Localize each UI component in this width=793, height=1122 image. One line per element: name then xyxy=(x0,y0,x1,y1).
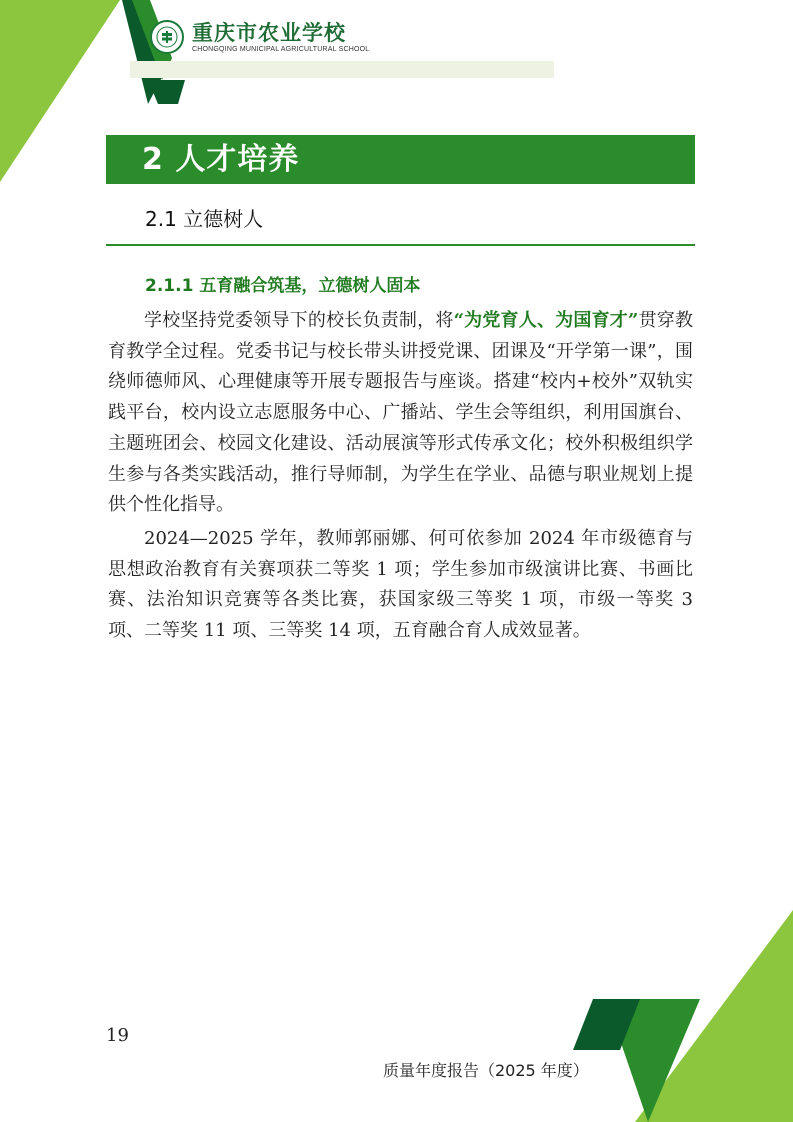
section-divider xyxy=(106,244,695,246)
school-logo xyxy=(150,20,369,54)
chapter-title: 2 人才培养 xyxy=(106,135,695,184)
paragraph-2: 2024—2025 学年，教师郭丽娜、何可依参加 2024 年市级德育与思想政治教育有关赛项获二等奖 1 项；学生参加市级演讲比赛、书画比赛、法治知识竞赛等各类比赛，获国家级三等奖 1 项，市级一等奖 3 项、二等奖 11 项、三等奖 14 项，五育融合育人成效显著。 xyxy=(108,527,693,642)
school-name-cn: 重庆市农业学校 xyxy=(192,19,346,45)
school-emblem-icon xyxy=(150,20,184,54)
paragraph-1 xyxy=(108,306,693,521)
section-title: 2.1 立德树人 xyxy=(145,207,264,231)
paragraph-1-highlight: “为党育人、为国育才” xyxy=(453,310,639,331)
paragraph-1-before: 学校坚持党委领导下的校长负责制，将 xyxy=(144,310,454,331)
subsection-title: 2.1.1 五育融合筑基，立德树人固本 xyxy=(145,276,421,296)
header-bar xyxy=(130,61,554,78)
report-label: 质量年度报告（2025 年度） xyxy=(383,1061,589,1080)
top-left-small-dark xyxy=(148,80,185,104)
top-left-light-triangle xyxy=(0,0,120,182)
paragraph-1-after: 贯穿教育教学全过程。党委书记与校长带头讲授党课、团课及“开学第一课”，围绕师德师风、心理健康等开展专题报告与座谈。搭建“校内+校外”双轨实践平台，校内设立志愿服务中心、广播站、学生会等组织，利用国旗台、主题班团会、校园文化建设、活动展演等形式传承文化；校外积极组织学生参与各类实践活动，推行导师制，为学生在学业、品德与职业规划上提供个性化指导。 xyxy=(108,310,694,516)
school-name xyxy=(192,21,369,54)
body-text xyxy=(108,306,693,650)
page-number: 19 xyxy=(106,1025,129,1046)
school-name-en: CHONGQING MUNICIPAL AGRICULTURAL SCHOOL xyxy=(192,45,370,53)
